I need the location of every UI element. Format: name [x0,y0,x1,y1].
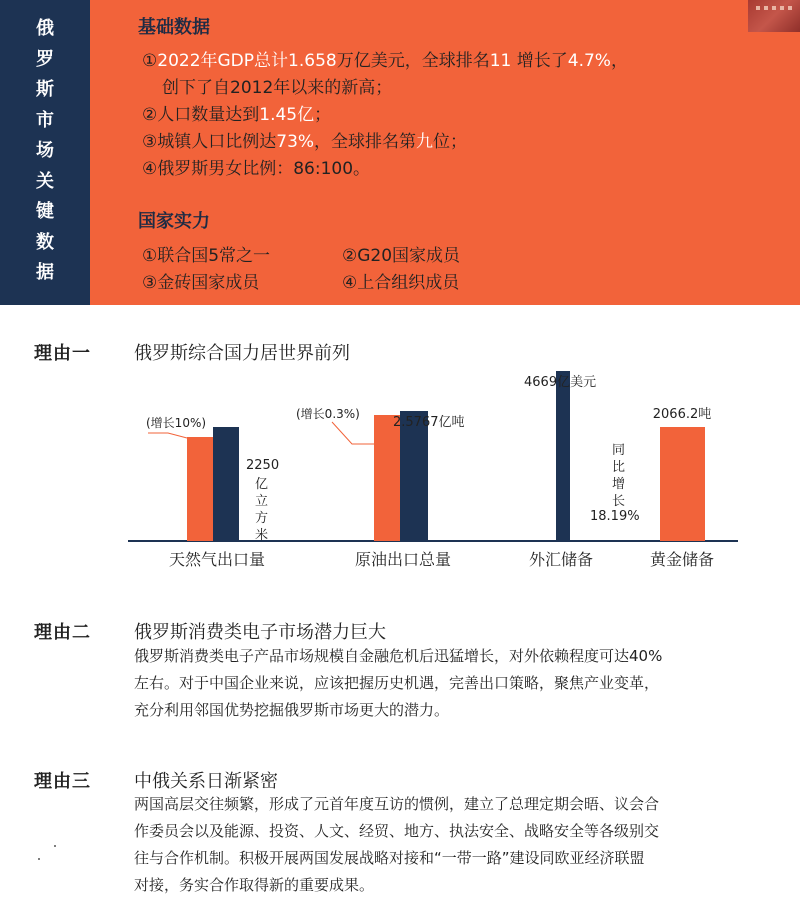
gas-unit-char: 亿 [255,477,269,492]
basic-item-1-cont: 创下了自2012年以来的新高； [162,78,393,98]
side-title-char: 罗 [36,48,54,70]
reason-3-line: 往与合作机制。积极开展两国发展战略对接和“一带一路”建设同欧亚经济联盟 [134,849,645,867]
side-title-text [0,14,90,289]
stray-dot [38,858,40,860]
oil-growth-callout [332,422,374,444]
reason-3-title: 中俄关系日渐紧密 [134,771,278,792]
strength-heading: 国家实力 [138,211,210,232]
side-title-char: 键 [36,201,54,222]
gold-value-label: 2066.2吨 [652,407,712,422]
fx-growth-char: 增 [612,477,626,492]
category-label: 外汇储备 [528,550,594,569]
reason-3-line: 作委员会以及能源、投资、人文、经贸、地方、执法安全、战略安全等各级别交 [134,822,660,840]
kremlin-photo-corner [748,0,800,32]
bar-oil-previous [374,415,400,541]
bar-gas-previous [187,437,213,541]
strength-item-2: ②G20国家成员 [342,246,461,266]
gas-unit-char: 米 [255,528,269,543]
oil-growth-label: (增长0.3%) [296,407,360,421]
reason-1-label: 理由一 [34,343,91,364]
reason-2-title: 俄罗斯消费类电子市场潜力巨大 [134,622,386,643]
side-title-char: 关 [36,170,54,192]
gas-growth-label: (增长10%) [146,416,207,430]
side-title-char: 俄 [36,18,54,39]
gas-unit-char: 立 [255,494,269,509]
strength-item-3: ③金砖国家成员 [142,273,260,293]
strength-bar-chart [0,360,800,580]
side-title-char: 场 [36,140,54,161]
basic-item-1: ①2022年GDP总计1.658万亿美元，全球排名11 增长了4.7%， [142,51,628,71]
fx-value-label: 4669亿美元 [524,375,597,390]
reason-3-text [134,791,774,899]
reason-2-line: 左右。对于中国企业来说，应该把握历史机遇，完善出口策略，聚焦产业变革， [134,674,660,692]
reason-3-line: 两国高层交往频繁，形成了元首年度互访的惯例，建立了总理定期会晤、议会合 [134,795,660,813]
side-title-char: 斯 [36,79,54,100]
reason-2-text [134,643,774,724]
reason-2-line: 充分利用邻国优势挖掘俄罗斯市场更大的潜力。 [134,701,450,719]
side-title-char: 数 [36,231,54,253]
basic-data-heading: 基础数据 [138,17,210,38]
bar-fx-reserve [556,371,570,541]
fx-growth-char: 长 [612,494,626,509]
basic-item-2: ②人口数量达到1.45亿； [142,105,332,125]
reason-2-line: 俄罗斯消费类电子产品市场规模自金融危机后迅猛增长，对外依赖程度可达40% [134,647,663,665]
basic-item-4: ④俄罗斯男女比例：86:100。 [142,159,371,179]
side-title-char: 市 [36,109,54,131]
category-label: 天然气出口量 [168,550,266,569]
strength-item-4: ④上合组织成员 [342,273,460,293]
side-title-char: 据 [36,262,54,283]
gas-growth-callout [148,433,187,438]
fx-growth-char: 同 [612,443,626,458]
gas-unit-char: 方 [255,511,269,526]
side-title [0,0,90,305]
bar-gold-reserve [660,427,705,541]
strength-item-1: ①联合国5常之一 [142,246,271,266]
reason-1-title: 俄罗斯综合国力居世界前列 [134,343,350,364]
stray-dot [54,845,56,847]
basic-item-3: ③城镇人口比例达73%，全球排名第九位； [142,132,468,152]
reason-2-label: 理由二 [34,622,91,643]
oil-value-label: 2.5767亿吨 [393,415,465,430]
bar-oil-current [400,411,428,541]
fx-growth-value: 18.19% [590,509,640,524]
category-label: 黄金储备 [649,550,715,569]
reason-3-line: 对接，务实合作取得新的重要成果。 [134,876,375,894]
bar-gas-current [213,427,239,541]
fx-growth-char: 比 [612,460,626,475]
gas-value-label: 2250 [246,458,280,473]
reason-3-label: 理由三 [34,771,91,792]
category-label: 原油出口总量 [354,550,452,569]
